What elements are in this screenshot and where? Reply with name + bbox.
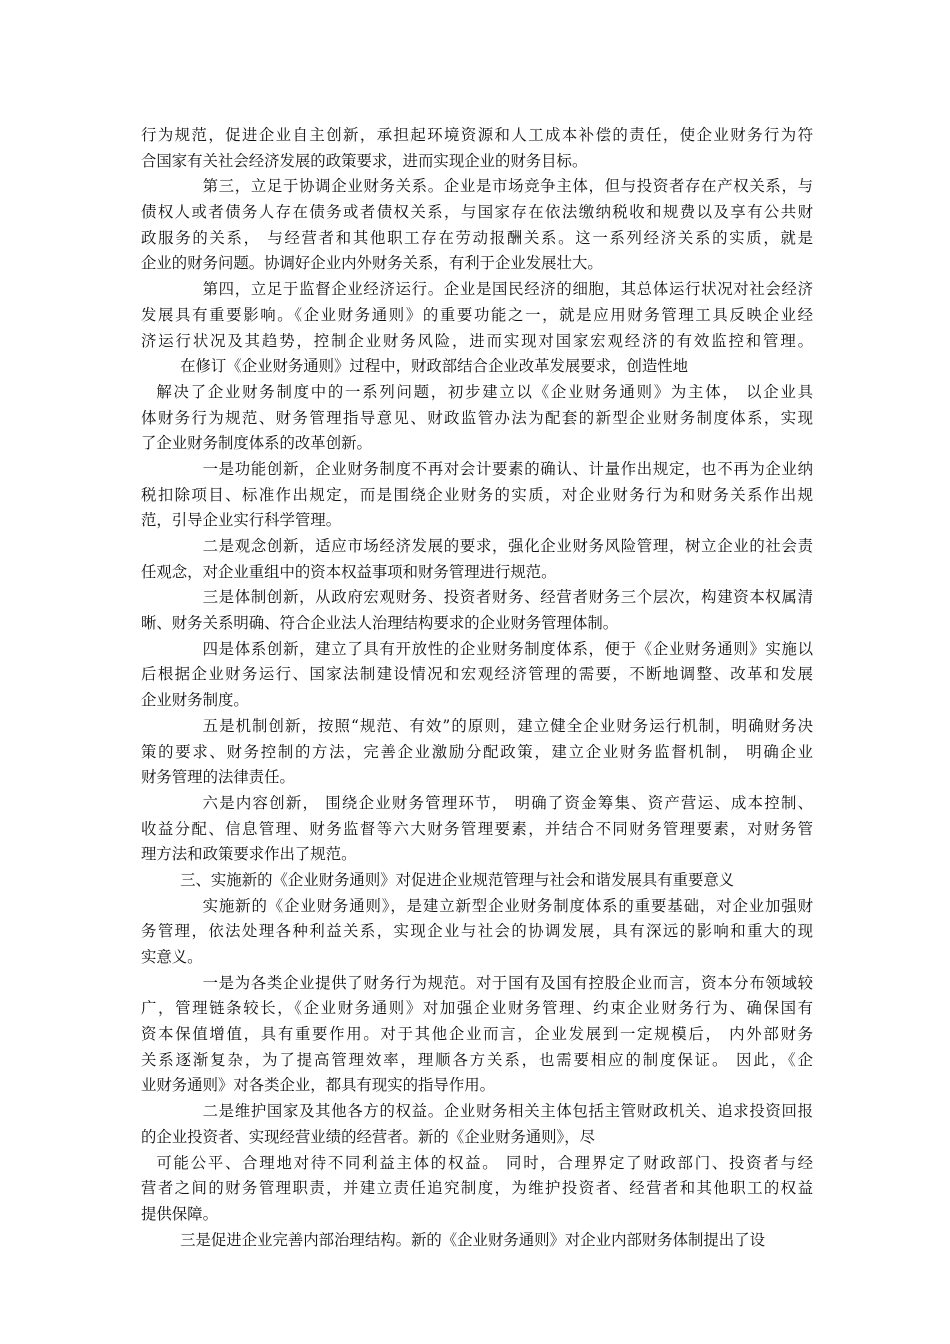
text-line: 行为规范，促进企业自主创新，承担起环境资源和人工成本补偿的责任，使企业财务行为符 xyxy=(141,126,813,144)
document-body xyxy=(141,123,813,1253)
text-line: 四是体系创新，建立了具有开放性的企业财务制度体系，便于《企业财务通则》实施以 xyxy=(202,639,813,658)
text-line: 第四，立足于监督企业经济运行。企业是国民经济的细胞，其总体运行状况对社会经济 xyxy=(202,280,813,299)
text-line: 六是内容创新， 围绕企业财务管理环节， 明确了资金筹集、资产营运、成本控制、 xyxy=(202,793,813,812)
text-line: 二是观念创新，适应市场经济发展的要求，强化企业财务风险管理，树立企业的社会责 xyxy=(202,537,813,555)
text-line: 范，引导企业实行科学管理。 xyxy=(141,511,342,530)
text-line: 三是体制创新，从政府宏观财务、投资者财务、经营者财务三个层次，构建资本权属清 xyxy=(202,588,813,607)
text-line: 政服务的关系， 与经营者和其他职工存在劳动报酬关系。这一系列经济关系的实质，就是 xyxy=(141,228,813,247)
text-line: 财务管理的法律责任。 xyxy=(141,768,295,787)
text-line: 务管理，依法处理各种利益关系，实现企业与社会的协调发展，具有深远的影响和重大的现 xyxy=(141,922,813,941)
text-line: 解决了企业财务制度中的一系列问题，初步建立以《企业财务通则》为主体， 以企业具 xyxy=(156,382,813,401)
text-line: 任观念，对企业重组中的资本权益事项和财务管理进行规范。 xyxy=(141,562,557,581)
text-line: 可能公平、合理地对待不同利益主体的权益。 同时，合理界定了财政部门、投资者与经 xyxy=(156,1153,813,1172)
text-line: 晰、财务关系明确、符合企业法人治理结构要求的企业财务管理体制。 xyxy=(141,614,619,633)
text-line: 企业财务制度。 xyxy=(141,691,249,710)
text-line: 发展具有重要影响。《企业财务通则》的重要功能之一，就是应用财务管理工具反映企业经 xyxy=(141,305,813,324)
text-line: 理方法和政策要求作出了规范。 xyxy=(141,845,357,864)
text-line: 营者之间的财务管理职责，并建立责任追究制度，为维护投资者、经营者和其他职工的权益 xyxy=(141,1179,813,1198)
text-line: 提供保障。 xyxy=(141,1204,218,1223)
text-line: 收益分配、信息管理、财务监督等六大财务管理要素，并结合不同财务管理要素，对财务管 xyxy=(141,819,813,838)
text-line: 二是维护国家及其他各方的权益。企业财务相关主体包括主管财政机关、追求投资回报 xyxy=(202,1102,813,1121)
text-line: 在修订《企业财务通则》过程中，财政部结合企业改革发展要求，创造性地 xyxy=(141,357,689,376)
text-line: 合国家有关社会经济发展的政策要求，进而实现企业的财务目标。 xyxy=(141,151,588,170)
text-line: 关系逐渐复杂，为了提高管理效率，理顺各方关系，也需要相应的制度保证。 因此，《企 xyxy=(141,1050,813,1069)
text-line: 了企业财务制度体系的改革创新。 xyxy=(141,434,372,453)
document-page xyxy=(141,123,813,1253)
text-line: 三是促进企业完善内部治理结构。新的《企业财务通则》对企业内部财务体制提出了设 xyxy=(141,1230,765,1249)
text-line: 实施新的《企业财务通则》，是建立新型企业财务制度体系的重要基础，对企业加强财 xyxy=(202,896,813,915)
text-line: 一是功能创新，企业财务制度不再对会计要素的确认、计量作出规定，也不再为企业纳 xyxy=(202,459,813,478)
text-line: 五是机制创新，按照“规范、有效”的原则，建立健全企业财务运行机制，明确财务决 xyxy=(202,716,813,735)
text-line: 资本保值增值，具有重要作用。对于其他企业而言，企业发展到一定规模后， 内外部财务 xyxy=(141,1025,813,1044)
text-line: 策的要求、财务控制的方法，完善企业激励分配政策，建立企业财务监督机制， 明确企业 xyxy=(141,742,813,761)
text-line: 实意义。 xyxy=(141,948,203,966)
text-line: 济运行状况及其趋势，控制企业财务风险，进而实现对国家宏观经济的有效监控和管理。 xyxy=(141,331,813,350)
text-line: 三、实施新的《企业财务通则》对促进企业规范管理与社会和谐发展具有重要意义 xyxy=(141,870,735,889)
text-line: 税扣除项目、标准作出规定，而是围绕企业财务的实质，对企业财务行为和财务关系作出规 xyxy=(141,485,813,504)
text-line: 广，管理链条较长，《企业财务通则》对加强企业财务管理、约束企业财务行为、确保国有 xyxy=(141,999,813,1018)
text-line: 的企业投资者、实现经营业绩的经营者。新的《企业财务通则》，尽 xyxy=(141,1127,596,1146)
text-line: 企业的财务问题。协调好企业内外财务关系，有利于企业发展壮大。 xyxy=(141,254,603,273)
text-line: 业财务通则》对各类企业，都具有现实的指导作用。 xyxy=(141,1076,495,1095)
text-line: 体财务行为规范、财务管理指导意见、财政监管办法为配套的新型企业财务制度体系，实现 xyxy=(141,408,813,427)
text-line: 一是为各类企业提供了财务行为规范。对于国有及国有控股企业而言，资本分布领域较 xyxy=(202,973,813,992)
text-line: 第三，立足于协调企业财务关系。企业是市场竞争主体，但与投资者存在产权关系，与 xyxy=(202,177,813,196)
text-line: 债权人或者债务人存在债务或者债权关系，与国家存在依法缴纳税收和规费以及享有公共财 xyxy=(141,203,813,222)
text-line: 后根据企业财务运行、国家法制建设情况和宏观经济管理的需要，不断地调整、改革和发展 xyxy=(141,665,813,684)
